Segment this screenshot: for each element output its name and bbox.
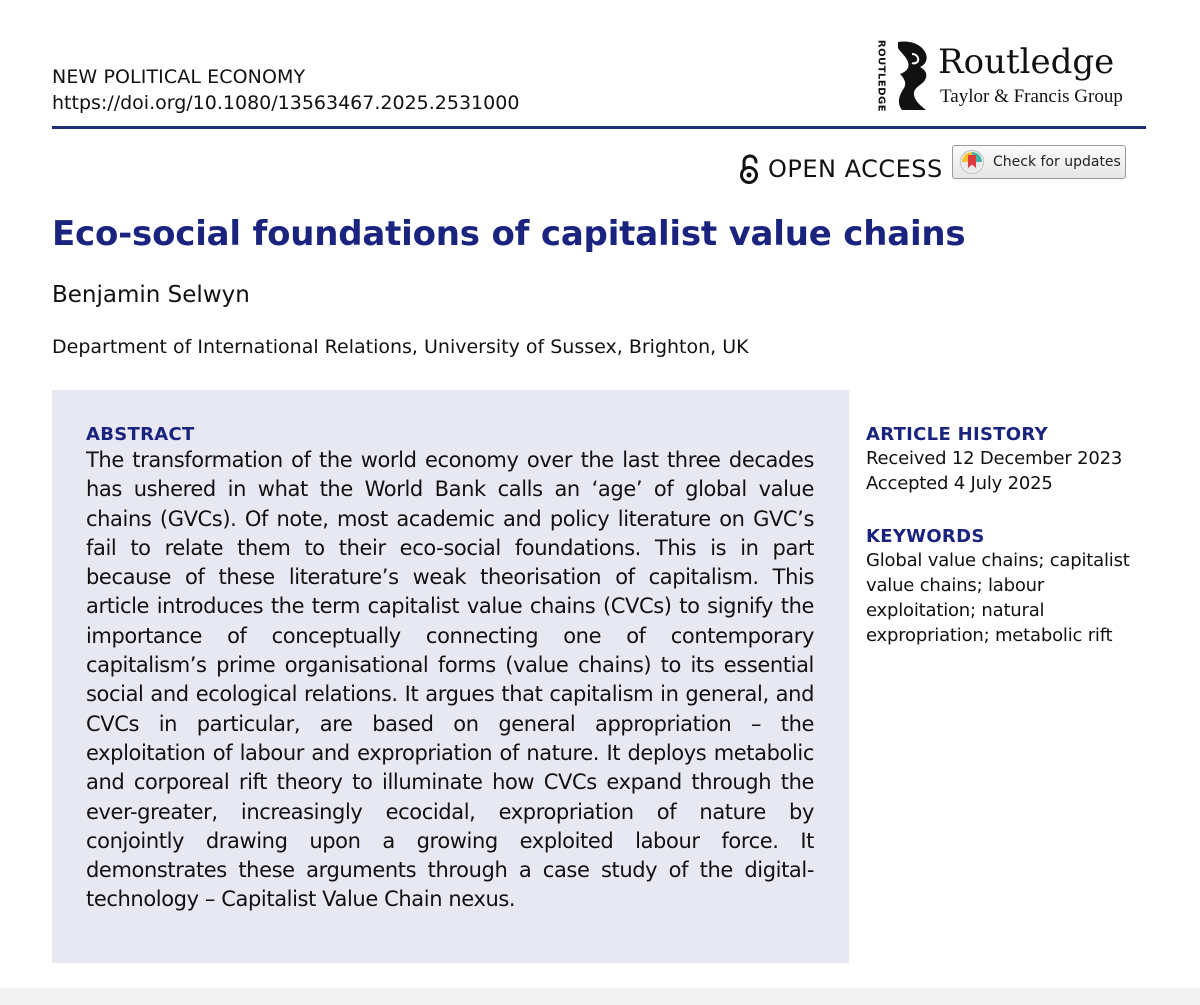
open-access-badge xyxy=(738,152,943,186)
keywords-block xyxy=(866,526,1166,648)
article-sidebar xyxy=(866,424,1166,648)
author-affiliation: Department of International Relations, University of Sussex, Brighton, UK xyxy=(52,336,749,358)
keywords-heading: KEYWORDS xyxy=(866,526,985,547)
header-rule xyxy=(52,126,1146,129)
crossmark-icon xyxy=(959,149,985,175)
open-lock-icon xyxy=(738,154,760,184)
publisher-vertical-label: ROUTLEDGE xyxy=(875,39,887,113)
publisher-group: Taylor & Francis Group xyxy=(940,86,1123,107)
routledge-head-icon xyxy=(892,40,934,112)
bottom-strip xyxy=(0,988,1200,1005)
open-access-label: OPEN ACCESS xyxy=(768,155,943,183)
journal-name: NEW POLITICAL ECONOMY xyxy=(52,66,306,88)
keywords-list: Global value chains; capitalist value chains; labour exploitation; natural expropriation; metabolic rift xyxy=(866,550,1130,646)
publisher-logo xyxy=(872,38,1142,116)
doi-link[interactable]: https://doi.org/10.1080/13563467.2025.2531000 xyxy=(52,92,520,114)
article-title: Eco-social foundations of capitalist value chains xyxy=(52,214,966,254)
received-date: Received 12 December 2023 xyxy=(866,448,1123,469)
abstract-text: The transformation of the world economy over the last three decades has ushered in what the World Bank calls an ‘age’ of global value chains (GVCs). Of note, most academic and policy literature on GVC’s fail to relate them to their eco-social foundations. This is in part because of these literature’s weak theorisation of capitalism. This article introduces the term capitalist value chains (CVCs) to signify the importance of conceptually connecting one of contemporary capitalism’s prime organisational forms (value chains) to its essential social and ecological relations. It argues that capitalism in general, and CVCs in particular, are based on general appropriation – the exploitation of labour and expropriation of nature. It deploys metabolic and corporeal rift theory to illuminate how CVCs expand through the ever-greater, increasingly ecocidal, expropriation of nature by conjointly drawing upon a growing exploited labour force. It demonstrates these arguments through a case study of the digital-technology – Capitalist Value Chain nexus. xyxy=(86,448,814,912)
article-history-heading: ARTICLE HISTORY xyxy=(866,424,1048,445)
publisher-name: Routledge xyxy=(938,42,1115,82)
accepted-date: Accepted 4 July 2025 xyxy=(866,473,1053,494)
check-for-updates-label: Check for updates xyxy=(993,154,1121,170)
author-name: Benjamin Selwyn xyxy=(52,282,250,308)
check-for-updates-button[interactable] xyxy=(952,145,1126,179)
abstract-heading: ABSTRACT xyxy=(86,424,195,445)
